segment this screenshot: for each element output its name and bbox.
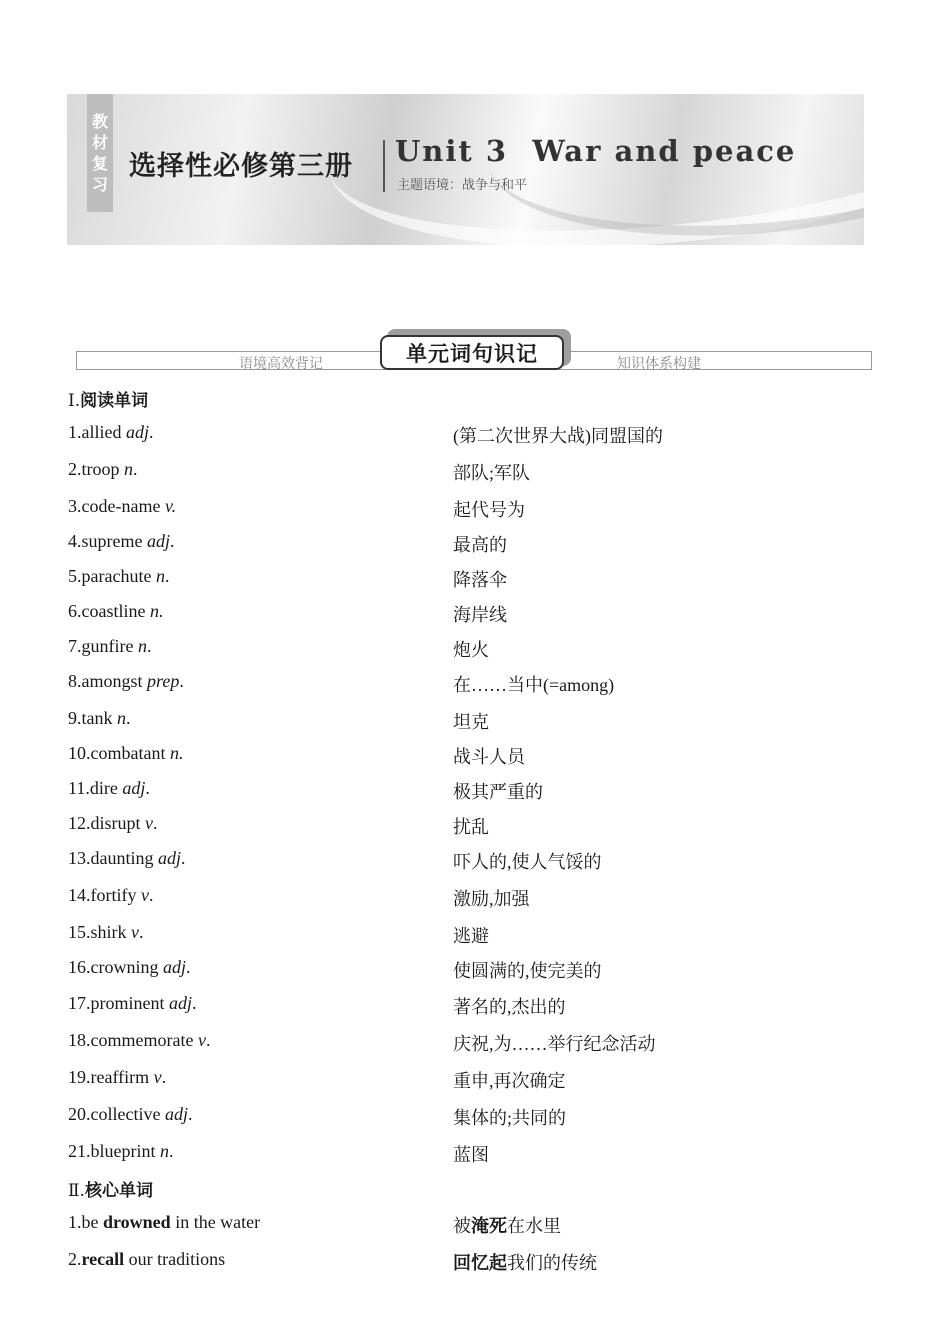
chinese-meaning: 庆祝,为……举行纪念活动: [453, 1034, 656, 1054]
punctuation: .: [148, 885, 154, 905]
chinese-meaning: 逃避: [453, 926, 489, 946]
vocab-word: [68, 459, 138, 480]
section-right-label: 知识体系构建: [617, 356, 701, 372]
part-of-speech: n: [155, 566, 165, 586]
chinese-meaning: 扰乱: [453, 817, 489, 837]
item-number: 15.: [68, 922, 91, 942]
chinese-meaning: 重申,再次确定: [453, 1071, 566, 1091]
title-divider: [383, 140, 385, 192]
vocab-word: [68, 922, 144, 943]
vocab-row: [68, 636, 888, 662]
chinese-meaning: 最高的: [453, 535, 507, 555]
english-word: amongst: [81, 671, 147, 691]
punctuation: .: [205, 1030, 211, 1050]
item-number: 2.: [68, 1249, 82, 1269]
punctuation: .: [153, 813, 158, 833]
item-number: 1.: [68, 1212, 82, 1232]
item-number: 19.: [68, 1067, 91, 1087]
item-number: 12.: [68, 813, 91, 833]
punctuation: .: [145, 778, 150, 798]
phrase-text: 我们的传统: [507, 1253, 597, 1273]
english-word: collective: [90, 1104, 165, 1124]
vocab-row: [68, 1104, 888, 1130]
punctuation: .: [164, 566, 170, 586]
english-word: tank: [81, 708, 117, 728]
chinese-meaning: 极其严重的: [453, 782, 543, 802]
item-number: 9.: [68, 708, 82, 728]
vocab-word: [68, 708, 131, 729]
chinese-meaning: 起代号为: [453, 500, 525, 520]
item-number: 10.: [68, 743, 91, 763]
chinese-phrase: [453, 1212, 561, 1238]
punctuation: .: [187, 1104, 193, 1124]
part2-label: 核心单词: [84, 1181, 153, 1201]
part-of-speech: adj: [125, 422, 149, 442]
english-word: troop: [81, 459, 124, 479]
vocab-word: [68, 1030, 210, 1051]
part-of-speech: n: [137, 636, 147, 656]
vocab-word: [68, 671, 184, 692]
item-number: 1.: [68, 422, 82, 442]
unit-title: Unit 3 War and peace: [395, 134, 797, 168]
chinese-meaning: 降落伞: [453, 570, 507, 590]
part-of-speech: v: [197, 1030, 206, 1050]
vocab-word: [68, 636, 151, 657]
part-of-speech: adj: [146, 531, 170, 551]
vocab-word: [68, 1104, 192, 1125]
book-title: 选择性必修第三册: [129, 151, 353, 182]
chinese-meaning: 吓人的,使人气馁的: [453, 852, 602, 872]
phrase-text: in the water: [170, 1212, 261, 1232]
chinese-meaning: 集体的;共同的: [453, 1108, 567, 1128]
item-number: 8.: [68, 671, 82, 691]
side-tag-char: 教: [91, 112, 108, 131]
english-word: gunfire: [81, 636, 138, 656]
english-word: reaffirm: [90, 1067, 154, 1087]
english-word: dire: [89, 778, 123, 798]
punctuation: .: [133, 459, 138, 479]
vocab-row: [68, 1030, 888, 1056]
vocab-row: [68, 743, 888, 769]
vocab-row: [68, 848, 888, 874]
part-of-speech: prep: [147, 671, 180, 691]
item-number: 18.: [68, 1030, 91, 1050]
side-tag-char: 复: [91, 154, 108, 173]
chinese-meaning: 海岸线: [453, 605, 507, 625]
vocab-word: [68, 422, 154, 443]
part-of-speech: adj: [158, 848, 182, 868]
vocab-word: [68, 531, 175, 552]
part2-heading: [68, 1176, 153, 1201]
phrase-row: [68, 1249, 888, 1275]
part-of-speech: n.: [149, 601, 164, 621]
phrase-text: be: [81, 1212, 103, 1232]
item-number: 13.: [68, 848, 91, 868]
punctuation: .: [192, 993, 197, 1013]
item-number: 21.: [68, 1141, 91, 1161]
unit-subtitle: 主题语境：战争与和平: [397, 178, 528, 193]
chinese-meaning: 著名的,杰出的: [453, 997, 566, 1017]
english-word: disrupt: [90, 813, 146, 833]
english-word: fortify: [90, 885, 141, 905]
vocab-row: [68, 885, 888, 911]
vocab-row: [68, 671, 888, 697]
part-of-speech: adj: [164, 1104, 188, 1124]
vocab-word: [68, 566, 169, 587]
english-word: prominent: [90, 993, 169, 1013]
item-number: 4.: [68, 531, 82, 551]
item-number: 11.: [68, 778, 90, 798]
section-title: 单元词句识记: [380, 335, 564, 370]
english-word: code-name: [81, 496, 165, 516]
chinese-meaning: 炮火: [453, 640, 489, 660]
english-word: blueprint: [90, 1141, 160, 1161]
vocab-word: [68, 885, 153, 906]
english-word: supreme: [81, 531, 147, 551]
english-word: commemorate: [90, 1030, 198, 1050]
vocab-row: [68, 708, 888, 734]
item-number: 6.: [68, 601, 82, 621]
punctuation: .: [146, 636, 152, 656]
part1-numeral: Ⅰ.: [68, 391, 81, 411]
chinese-meaning: 蓝图: [453, 1145, 489, 1165]
part-of-speech: v: [140, 885, 149, 905]
vocab-word: [68, 496, 176, 517]
english-word: daunting: [90, 848, 158, 868]
english-phrase: [68, 1212, 260, 1233]
part-of-speech: v: [145, 813, 154, 833]
unit-banner: [67, 94, 864, 245]
part1-heading: [68, 386, 148, 411]
key-word: recall: [81, 1249, 125, 1269]
english-phrase: [68, 1249, 225, 1270]
item-number: 16.: [68, 957, 91, 977]
key-meaning: 淹死: [471, 1216, 507, 1236]
chinese-meaning: 坦克: [453, 712, 489, 732]
english-word: parachute: [81, 566, 156, 586]
section-left-label: 语境高效背记: [239, 356, 323, 372]
punctuation: .: [149, 422, 154, 442]
phrase-row: [68, 1212, 888, 1238]
vocab-word: [68, 778, 150, 799]
key-meaning: 回忆起: [453, 1253, 507, 1273]
punctuation: .: [161, 1067, 167, 1087]
vocab-word: [68, 1141, 174, 1162]
vocab-row: [68, 601, 888, 627]
vocab-row: [68, 531, 888, 557]
vocab-row: [68, 1067, 888, 1093]
chinese-meaning: 在……当中(=among): [453, 675, 615, 695]
punctuation: .: [139, 922, 144, 942]
punctuation: .: [181, 848, 186, 868]
part-of-speech: n: [124, 459, 133, 479]
item-number: 17.: [68, 993, 91, 1013]
part-of-speech: v.: [164, 496, 177, 516]
chinese-meaning: (第二次世界大战)同盟国的: [453, 426, 663, 446]
english-word: combatant: [90, 743, 170, 763]
key-word: drowned: [103, 1212, 171, 1232]
punctuation: .: [170, 531, 175, 551]
part1-label: 阅读单词: [80, 391, 149, 411]
part-of-speech: adj: [169, 993, 193, 1013]
vocab-row: [68, 496, 888, 522]
vocab-row: [68, 459, 888, 485]
vocab-word: [68, 813, 158, 834]
side-tag: [87, 94, 113, 212]
vocab-word: [68, 957, 191, 978]
english-word: crowning: [90, 957, 163, 977]
english-word: shirk: [90, 922, 131, 942]
item-number: 3.: [68, 496, 82, 516]
punctuation: .: [169, 1141, 174, 1161]
side-tag-char: 材: [91, 133, 108, 152]
chinese-meaning: 激励,加强: [453, 889, 530, 909]
english-word: coastline: [81, 601, 150, 621]
vocab-word: [68, 848, 186, 869]
part-of-speech: adj: [162, 957, 186, 977]
phrase-text: 被: [453, 1216, 471, 1236]
item-number: 14.: [68, 885, 91, 905]
punctuation: .: [179, 671, 184, 691]
vocab-row: [68, 1141, 888, 1167]
part-of-speech: n.: [169, 743, 184, 763]
punctuation: .: [126, 708, 131, 728]
chinese-meaning: 战斗人员: [453, 747, 525, 767]
vocab-row: [68, 422, 888, 448]
vocab-word: [68, 743, 183, 764]
vocab-row: [68, 993, 888, 1019]
part2-numeral: Ⅱ.: [68, 1181, 85, 1201]
punctuation: .: [186, 957, 191, 977]
vocab-row: [68, 566, 888, 592]
vocab-row: [68, 813, 888, 839]
part-of-speech: v: [131, 922, 139, 942]
side-tag-char: 习: [91, 175, 108, 194]
chinese-meaning: 部队;军队: [453, 463, 531, 483]
part-of-speech: adj: [122, 778, 146, 798]
vocab-row: [68, 957, 888, 983]
part-of-speech: n: [117, 708, 126, 728]
part-of-speech: v: [153, 1067, 162, 1087]
phrase-text: our traditions: [124, 1249, 226, 1269]
item-number: 20.: [68, 1104, 91, 1124]
vocab-word: [68, 601, 163, 622]
item-number: 7.: [68, 636, 82, 656]
vocab-row: [68, 778, 888, 804]
phrase-text: 在水里: [507, 1216, 561, 1236]
vocab-row: [68, 922, 888, 948]
english-word: allied: [81, 422, 126, 442]
vocab-word: [68, 993, 197, 1014]
chinese-meaning: 使圆满的,使完美的: [453, 961, 602, 981]
vocab-word: [68, 1067, 166, 1088]
item-number: 2.: [68, 459, 82, 479]
chinese-phrase: [453, 1249, 597, 1275]
part-of-speech: n: [160, 1141, 169, 1161]
item-number: 5.: [68, 566, 82, 586]
